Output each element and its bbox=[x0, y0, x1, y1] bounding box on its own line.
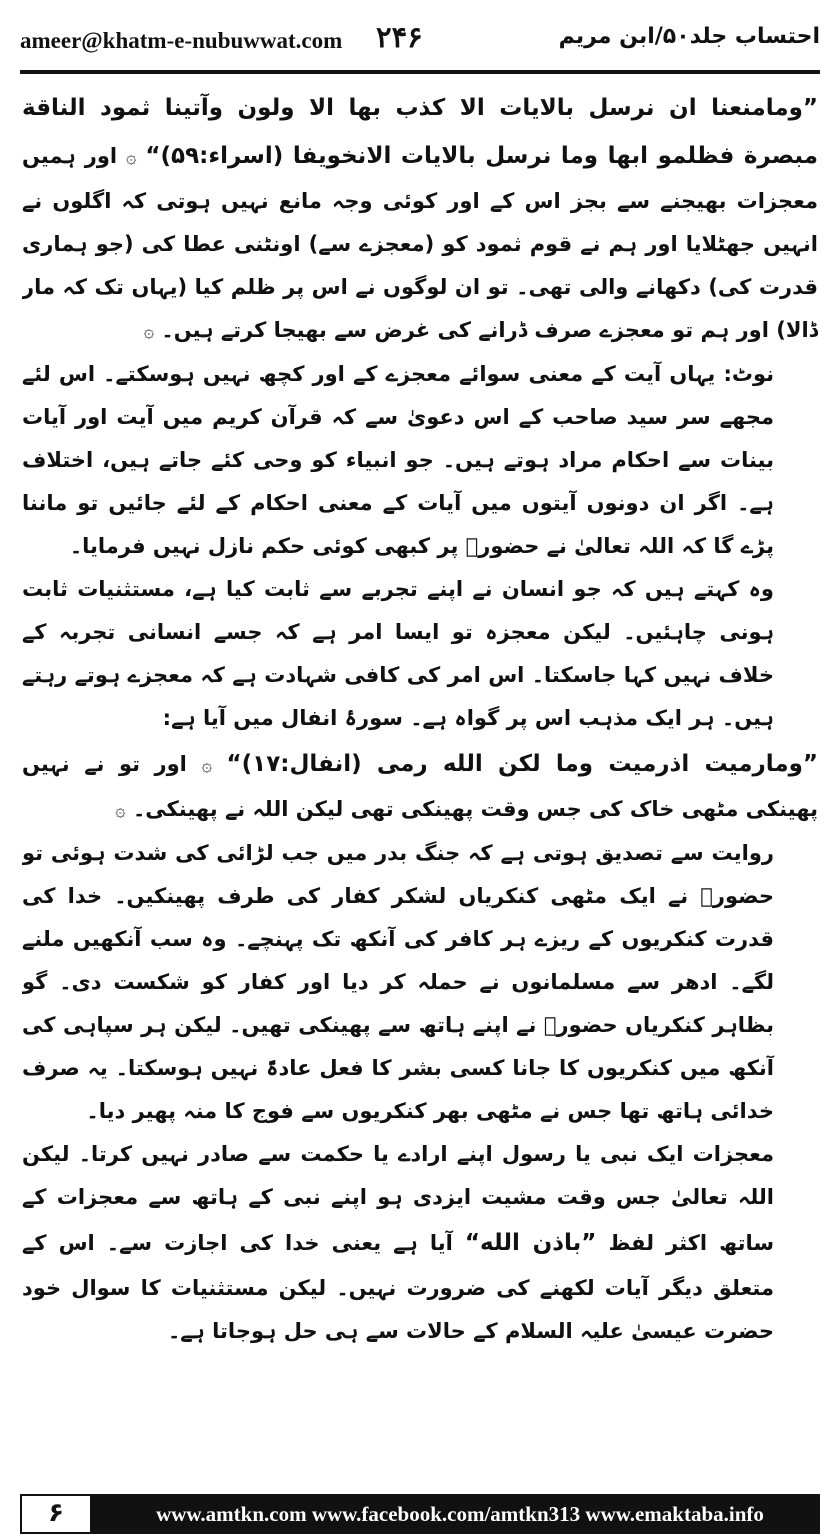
paragraph-experience: وہ کہتے ہیں کہ جو انسان نے اپنے تجربے سے ثابت کیا ہے، مستثنیات ثابت ہونی چاہئیں۔ لیکن معجزہ تو ایسا امر ہے کہ جسے انسانی تجربہ کے خلاف نہیں کہا جاسکتا۔ اس امر کی کافی شہادت ہے کہ معجزے ہوتے رہتے ہیں۔ ہر ایک مذہب اس پر گواہ ہے۔ سورۂ انفال میں آیا ہے: bbox=[22, 577, 774, 730]
paragraph-badr: روایت سے تصدیق ہوتی ہے کہ جنگ بدر میں جب لڑائی کی شدت ہوئی تو حضورؐ نے ایک مٹھی کنکریاں لشکر کفار کی طرف پھینکیں۔ خدا کی قدرت کنکریوں کے ریزے ہر کافر کی آنکھ تک پہنچے۔ وہ سب آنکھیں ملنے لگے۔ ادھر سے مسلمانوں نے حملہ کر دیا اور کفار کو شکست دی۔ گو بظاہر کنکریاں حضورؐ نے اپنے ہاتھ سے پھینکی تھیں۔ لیکن ہر سپاہی کی آنکھ میں کنکریوں کا جانا کسی بشر کا فعل عادۃً نہیں ہوسکتا۔ یہ صرف خدائی ہاتھ تھا جس نے مٹھی بھر کنکریوں سے فوج کا منہ پھیر دیا۔ bbox=[22, 841, 774, 1123]
miracles-text-b: آیا ہے یعنی خدا کی اجازت سے۔ اس کے متعلق دیگر آیات لکھنے کی ضرورت نہیں۔ لیکن مستثنیات کا سوال خود حضرت عیسیٰ علیہ السلام کے حالات سے ہی حل ہوجاتا ہے۔ bbox=[22, 1231, 774, 1343]
paragraph-miracles bbox=[22, 1133, 818, 1353]
ornament-close-icon: ۞ bbox=[115, 800, 126, 821]
header-divider bbox=[20, 70, 820, 74]
header-page-number: ۲۴۶ bbox=[376, 20, 423, 54]
footer-page-number: ۶ bbox=[20, 1494, 92, 1534]
ornament-open-icon: ۞ bbox=[125, 147, 137, 168]
miracles-text-a: معجزات ایک نبی یا رسول اپنے ارادے یا حکمت سے صادر نہیں کرتا۔ لیکن اللہ تعالیٰ جس وقت مشیت ایزدی ہو اپنے نبی کے ہاتھ سے معجزات کے ساتھ اکثر لفظ bbox=[22, 1142, 775, 1255]
paragraph-verse-isra bbox=[22, 84, 818, 353]
page-header bbox=[20, 14, 820, 70]
footer-website-links[interactable]: www.amtkn.com www.facebook.com/amtkn313 www.emaktaba.info bbox=[156, 1502, 764, 1526]
paragraph-verse-anfal bbox=[22, 740, 818, 832]
verse-translation-isra: اور ہمیں معجزات بھیجنے سے بجز اس کے اور کوئی وجہ مانع نہیں ہوتی کہ اگلوں نے انہیں جھٹلایا اور ہم نے قوم ثمود کو (معجزے سے) اونٹنی عطا کی (جو ہماری قدرت کی) دکھانے والی تھی۔ تو ان لوگوں نے اس پر ظلم کیا (یہاں تک کہ مار ڈالا) اور ہم تو معجزے صرف ڈرانے کی غرض سے بھیجا کرتے ہیں۔ bbox=[22, 144, 818, 342]
paragraph-note: نوٹ: یہاں آیت کے معنی سوائے معجزے کے اور کچھ نہیں ہوسکتے۔ اس لئے مجھے سر سید صاحب کے اس دعویٰ سے کہ قرآن کریم میں آیت اور آیات بینات سے احکام مراد ہوتے ہیں۔ جو انبیاء کو وحی کئے جاتے ہیں، اختلاف ہے۔ اگر ان دونوں آیتوں میں آیات کے معنی احکام کے لئے جائیں تو ماننا پڑے گا کہ اللہ تعالیٰ نے حضورؐ پر کبھی کوئی حکم نازل نہیں فرمایا۔ bbox=[22, 362, 774, 558]
quranic-verse-isra: ”ومامنعنا ان نرسل بالایات الا كذب بها الا ولون وآتینا ثمود الناقة مبصرة فظلمو ابها وما نرسل بالایات الانخویفا (اسراء:۵۹)“ bbox=[22, 95, 818, 169]
verse-translation-anfal: اور تو نے نہیں پھینکی مٹھی خاک کی جس وقت پھینکی تھی لیکن اللہ نے پھینکی۔ bbox=[22, 752, 818, 821]
phrase-bi-idhn-allah: ”باذن الله“ bbox=[464, 1230, 597, 1256]
quranic-verse-anfal: ”ومارمیت اذرمیت وما لكن الله رمی (انفال:۱۷)“ bbox=[226, 751, 818, 777]
header-book-title: احتساب جلد۵۰/ابن مریم bbox=[558, 24, 820, 49]
page-body bbox=[22, 84, 818, 1476]
page-footer bbox=[20, 1494, 820, 1534]
ornament-open-icon: ۞ bbox=[201, 755, 212, 776]
header-email[interactable]: ameer@khatm-e-nubuwwat.com bbox=[20, 28, 343, 53]
ornament-close-icon: ۞ bbox=[143, 321, 155, 342]
